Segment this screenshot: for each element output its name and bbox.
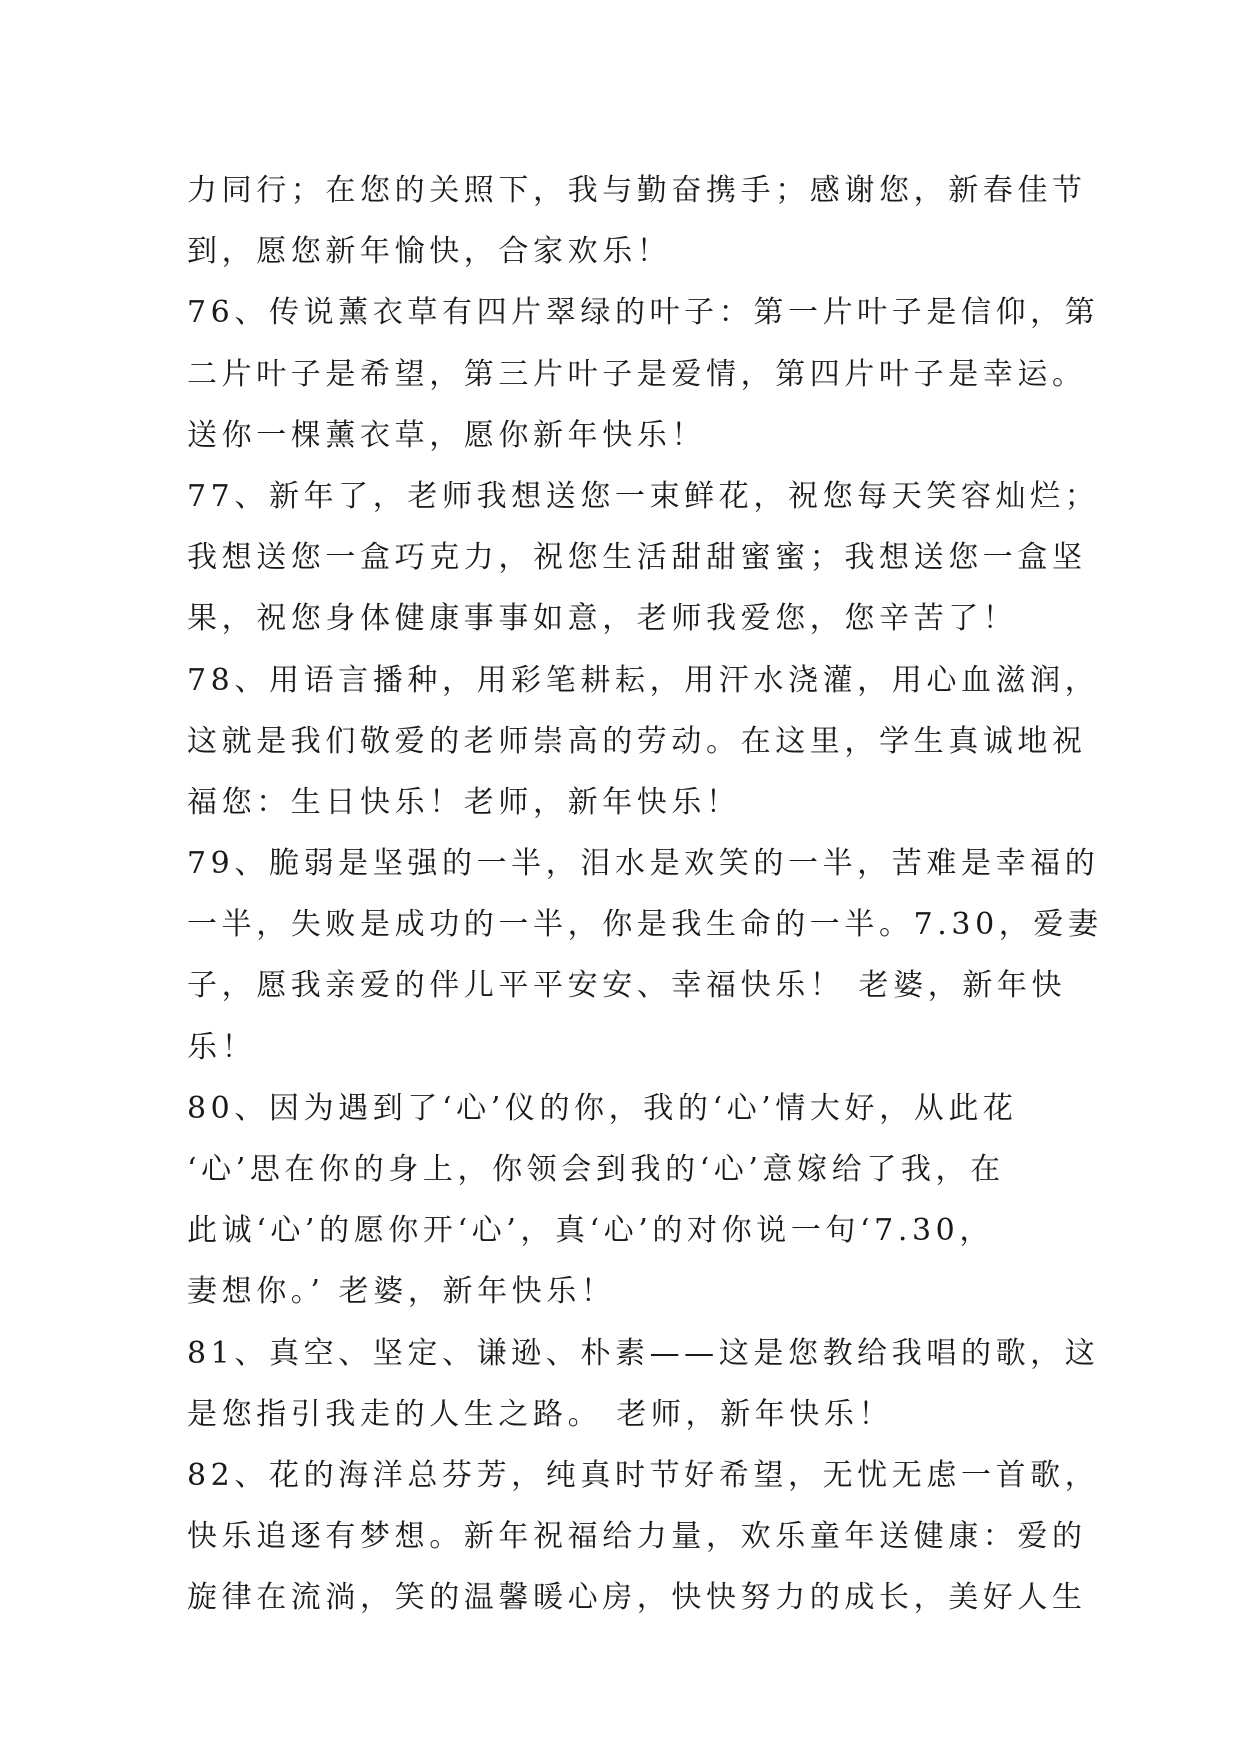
- text-line: 80、因为遇到了‘心’仪的你，我的‘心’情大好，从此花: [187, 1090, 1018, 1126]
- text-line: 一半，失败是成功的一半，你是我生命的一半。7.30，爱妻: [187, 907, 1103, 943]
- text-line: 77、新年了，老师我想送您一束鲜花，祝您每天笑容灿烂；: [187, 478, 1100, 514]
- text-line: 79、脆弱是坚强的一半，泪水是欢笑的一半，苦难是幸福的: [187, 846, 1100, 882]
- text-line: 乐！: [187, 1029, 257, 1065]
- text-line: 子，愿我亲爱的伴儿平平安安、幸福快乐！ 老婆，新年快: [187, 968, 1067, 1004]
- text-line: 到，愿您新年愉快，合家欢乐！: [187, 234, 672, 270]
- text-line: 76、传说薰衣草有四片翠绿的叶子：第一片叶子是信仰，第: [187, 295, 1100, 331]
- text-line: 果，祝您身体健康事事如意，老师我爱您，您辛苦了！: [187, 601, 1018, 637]
- text-line: 82、花的海洋总芬芳，纯真时节好希望，无忧无虑一首歌，: [187, 1457, 1100, 1493]
- text-line: ‘心’思在你的身上，你领会到我的‘心’意嫁给了我，在: [187, 1152, 1005, 1187]
- text-line: 此诚‘心’的愿你开‘心’，真‘心’的对你说一句‘7.30，: [187, 1213, 994, 1249]
- text-line: 快乐追逐有梦想。新年祝福给力量，欢乐童年送健康：爱的: [187, 1519, 1087, 1555]
- text-line: 送你一棵薰衣草，愿你新年快乐！: [187, 417, 706, 453]
- text-line: 78、用语言播种，用彩笔耕耘，用汗水浇灌，用心血滋润，: [187, 662, 1100, 698]
- text-line: 旋律在流淌，笑的温馨暖心房，快快努力的成长，美好人生: [187, 1580, 1087, 1616]
- text-line: 我想送您一盒巧克力，祝您生活甜甜蜜蜜；我想送您一盒坚: [187, 540, 1087, 576]
- text-line: 二片叶子是希望，第三片叶子是爱情，第四片叶子是幸运。: [187, 356, 1087, 392]
- text-line: 81、真空、坚定、谦逊、朴素——这是您教给我唱的歌，这: [187, 1335, 1100, 1371]
- document-body: [187, 160, 1103, 1629]
- text-line: 是您指引我走的人生之路。 老师，新年快乐！: [187, 1396, 894, 1432]
- text-line: 福您：生日快乐！老师，新年快乐！: [187, 784, 741, 820]
- text-line: 妻想你。’ 老婆，新年快乐！: [187, 1274, 616, 1310]
- text-line: 这就是我们敬爱的老师崇高的劳动。在这里，学生真诚地祝: [187, 723, 1087, 759]
- text-line: 力同行；在您的关照下，我与勤奋携手；感谢您，新春佳节: [187, 173, 1087, 208]
